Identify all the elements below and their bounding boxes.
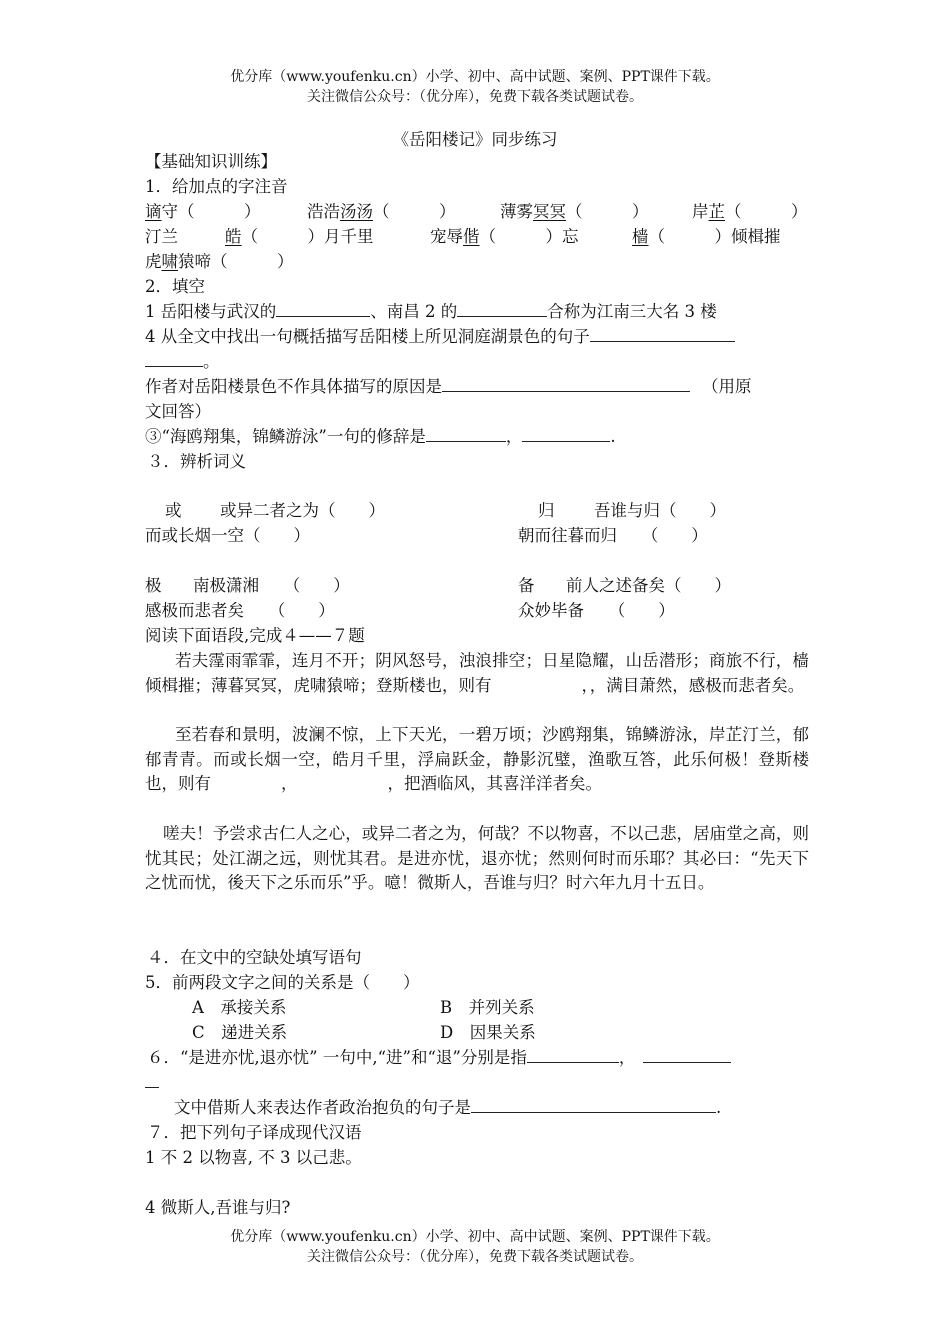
q1-item-1: [145, 200, 261, 224]
q2-text: .: [610, 427, 616, 446]
q1-item-text: （ ）倾楫摧: [648, 227, 781, 246]
answer-blank[interactable]: [457, 300, 547, 317]
q6-line-3: [174, 1096, 721, 1120]
answer-blank[interactable]: [426, 425, 506, 442]
q1-item-text: 浩浩: [307, 202, 340, 221]
q7-sentence-2: 4 微斯人,吾谁与归?: [145, 1198, 291, 1217]
q7-sentence-1: 1 不 2 以物喜, 不 3 以己悲。: [145, 1148, 362, 1167]
q1-item-3: [500, 200, 649, 224]
answer-blank[interactable]: [527, 1046, 619, 1063]
dotted-char: 啸: [161, 252, 178, 271]
q2-line-4: [145, 375, 752, 399]
q1-item-text: 岸: [692, 202, 709, 221]
q5-option-d[interactable]: D 因果关系: [440, 1023, 536, 1042]
paragraph-text: ，满目萧然，感极而悲者矣。: [589, 675, 805, 695]
answer-blank[interactable]: [643, 1046, 731, 1063]
q6-text: ６．“是进亦忧,退亦忧” 一句中,“进”和“退”分别是指: [147, 1048, 527, 1067]
q1-item-text: 守（ ）: [161, 202, 261, 221]
section-heading: 【基础知识训练】: [145, 152, 277, 171]
q2-text: 作者对岳阳楼景色不作具体描写的原因是: [145, 377, 442, 396]
q2-line-1: [145, 300, 717, 324]
answer-blank[interactable]: [145, 1071, 159, 1088]
q2-line-2: [145, 325, 735, 349]
paragraph-text: ，把酒临风，其喜洋洋者矣。: [387, 774, 602, 794]
q1-item-text: （ ）: [566, 202, 649, 221]
q2-text: 、南昌 2 的: [370, 302, 458, 321]
reading-paragraph-2: [145, 723, 809, 797]
paragraph-text: 至若春和景明，波澜不惊，上下天光，一碧万顷；沙鸥翔集，锦鳞游泳，岸芷汀兰，郁郁青青。而或长烟一空，皓月千里，浮扁跃金，静影沉璧，渔歌互答，此乐何极！登斯楼也，则有: [145, 725, 809, 794]
q3-huo-2: 而或长烟一空（ ）: [145, 526, 310, 545]
paragraph-text: ，: [581, 675, 590, 695]
dotted-char: 谪: [145, 202, 162, 221]
q1-item-text: （ ）月千里: [241, 227, 374, 246]
q3-heading: ３．辨析词义: [147, 452, 246, 471]
footer-line-2: 关注微信公众号：（优分库），免费下载各类试题试卷。: [307, 1249, 643, 1265]
q1-item-text: （ ）: [725, 202, 808, 221]
q6-text: 文中借斯人来表达作者政治抱负的句子是: [174, 1098, 471, 1117]
q6-line-2: [145, 1071, 159, 1095]
q2-text: 4 从全文中找出一句概括描写岳阳楼上所见洞庭湖景色的句子: [145, 327, 590, 346]
q4-heading: ４．在文中的空缺处填写语句: [147, 948, 362, 967]
q3-bei-2: 众妙毕备 （ ）: [518, 601, 675, 620]
q2-text: 合称为江南三大名 3 楼: [547, 302, 717, 321]
q6-line-1: [147, 1046, 731, 1070]
q2-text: （用原: [702, 377, 752, 396]
answer-blank[interactable]: [276, 300, 370, 317]
q2-text: 1 岳阳楼与武汉的: [145, 302, 277, 321]
q1-item-text: 薄雾: [500, 202, 533, 221]
q3-word-ji: 极: [145, 576, 162, 595]
q3-ji-1: 南极潇湘 （ ）: [193, 576, 350, 595]
q1-item-text: 虎: [145, 252, 162, 271]
q3-word-bei: 备: [518, 576, 535, 595]
dotted-char: 皓: [225, 227, 242, 246]
reading-intro: 阅读下面语段,完成４——７题: [145, 626, 365, 645]
q7-heading: ７．把下列句子译成现代汉语: [147, 1123, 362, 1142]
q2-text: ③“海鸥翔集，锦鳞游泳”一句的修辞是: [145, 427, 426, 446]
reading-paragraph-3: 嗟夫！予尝求古仁人之心，或异二者之为，何哉？不以物喜，不以己悲，居庙堂之高，则忧其民；处江湖之远，则忧其君。是进亦忧，退亦忧；然则何时而乐耶？其必曰：“先天下之忧而忧，後天下之乐而乐”乎。噫！微斯人，吾谁与归？时六年九月十五日。: [145, 824, 809, 893]
q1-item-5b: [225, 225, 374, 249]
answer-blank[interactable]: [442, 375, 690, 392]
q1-item-7: [632, 225, 781, 249]
q3-ji-2: 感极而悲者矣 （ ）: [145, 601, 335, 620]
dotted-char: 樯: [632, 227, 649, 246]
q5-option-a[interactable]: A 承接关系: [192, 998, 287, 1017]
q1-item-4: [692, 200, 808, 224]
q6-text: ，: [618, 1048, 636, 1067]
q3-bei-1: 前人之述备矣（ ）: [566, 576, 731, 595]
answer-blank[interactable]: [522, 425, 610, 442]
answer-blank[interactable]: [471, 1096, 716, 1113]
q1-item-6: [430, 225, 579, 249]
q1-item-2: [307, 200, 456, 224]
dotted-char: 冥冥: [533, 202, 566, 221]
answer-blank[interactable]: [145, 350, 203, 367]
q1-item-text: 猿啼（ ）: [178, 252, 294, 271]
q2-heading: 2．填空: [145, 277, 205, 296]
q1-item-text: 宠辱: [430, 227, 463, 246]
paragraph-text: ，: [281, 774, 298, 794]
q1-item-5a: 汀兰: [145, 227, 178, 246]
q1-heading: 1．给加点的字注音: [145, 177, 288, 196]
footer-line-1: 优分库（www.youfenku.cn）小学、初中、高中试题、案例、PPT课件下载。: [230, 1229, 720, 1245]
q6-text: .: [716, 1098, 722, 1117]
q3-gui-2: 朝而往暮而归 （ ）: [518, 526, 708, 545]
dotted-char: 汤汤: [340, 202, 373, 221]
q2-line-6: [145, 425, 616, 449]
dotted-char: 芷: [708, 202, 725, 221]
q2-line-5: 文回答）: [145, 402, 211, 421]
q1-item-text: （ ）忘: [479, 227, 579, 246]
q2-line-3: [145, 350, 220, 374]
q3-huo-1: 或异二者之为（ ）: [220, 501, 385, 520]
q5-option-c[interactable]: C 递进关系: [192, 1023, 288, 1042]
q3-word-huo: 或: [165, 501, 182, 520]
q5-heading: 5．前两段文字之间的关系是（ ）: [145, 973, 420, 992]
dotted-char: 偕: [463, 227, 480, 246]
page-title: 《岳阳楼记》同步练习: [392, 130, 558, 149]
q3-gui-1: 吾谁与归（ ）: [594, 501, 726, 520]
q1-item-8: [145, 250, 294, 274]
header-line-1: 优分库（www.youfenku.cn）小学、初中、高中试题、案例、PPT课件下载。: [230, 69, 720, 85]
q5-option-b[interactable]: B 并列关系: [440, 998, 535, 1017]
q2-text: 。: [203, 352, 220, 371]
paragraph-text: 若夫霪雨霏霏，连月不开；阴风怒号，浊浪排空；日星隐耀，山岳潜形；商旅不行，樯倾楫摧；薄暮冥冥，虎啸猿啼；登斯楼也，则有: [145, 651, 809, 695]
header-line-2: 关注微信公众号：（优分库），免费下载各类试题试卷。: [307, 89, 643, 105]
reading-paragraph-1: [145, 649, 809, 698]
q1-item-text: （ ）: [373, 202, 456, 221]
answer-blank[interactable]: [590, 325, 735, 342]
q2-text: ，: [505, 427, 523, 446]
q3-word-gui: 归: [538, 501, 555, 520]
